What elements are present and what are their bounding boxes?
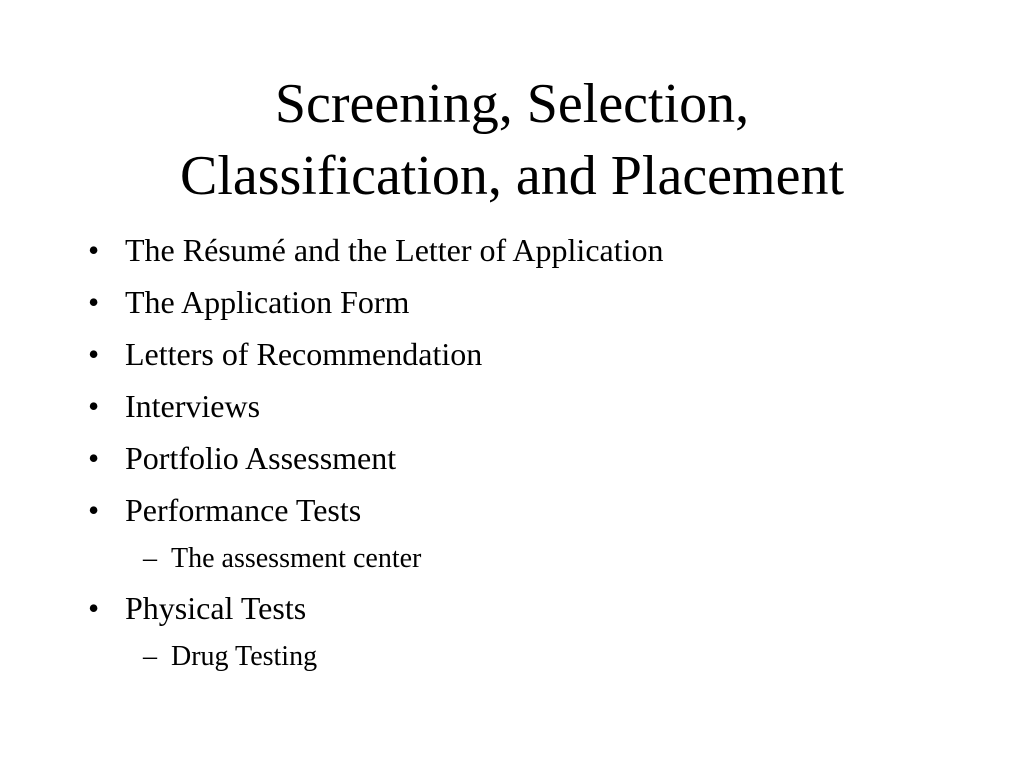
dash-icon: –	[143, 641, 157, 672]
bullet-item-interviews	[0, 380, 1024, 432]
bullet-item-performance-tests	[0, 484, 1024, 536]
bullet-icon: •	[88, 232, 100, 268]
bullet-icon: •	[88, 590, 100, 626]
bullet-icon: •	[88, 336, 100, 372]
slide-title-line-2: Classification, and Placement	[179, 145, 845, 207]
bullet-text: Portfolio Assessment	[125, 440, 397, 476]
bullet-text: Performance Tests	[125, 492, 362, 528]
bullet-item-portfolio	[0, 432, 1024, 484]
bullet-icon: •	[88, 388, 100, 424]
bullet-text: Interviews	[125, 388, 261, 424]
bullet-icon: •	[88, 284, 100, 320]
bullet-item-resume	[0, 224, 1024, 276]
bullet-item-application-form	[0, 276, 1024, 328]
sub-bullet-item-drug-testing	[0, 634, 1024, 680]
slide-title-line-1: Screening, Selection,	[274, 73, 750, 135]
bullet-item-recommendation	[0, 328, 1024, 380]
bullet-text: The Résumé and the Letter of Application	[125, 232, 664, 268]
slide-title	[0, 68, 1024, 212]
bullet-icon: •	[88, 440, 100, 476]
bullet-text: Physical Tests	[125, 590, 307, 626]
bullet-list	[0, 224, 1024, 680]
dash-icon: –	[143, 543, 157, 574]
bullet-text: The Application Form	[125, 284, 410, 320]
bullet-icon: •	[88, 492, 100, 528]
sub-bullet-text: Drug Testing	[171, 641, 318, 672]
bullet-text: Letters of Recommendation	[125, 336, 483, 372]
sub-bullet-text: The assessment center	[171, 543, 422, 574]
bullet-item-physical-tests	[0, 582, 1024, 634]
sub-bullet-item-assessment-center	[0, 536, 1024, 582]
